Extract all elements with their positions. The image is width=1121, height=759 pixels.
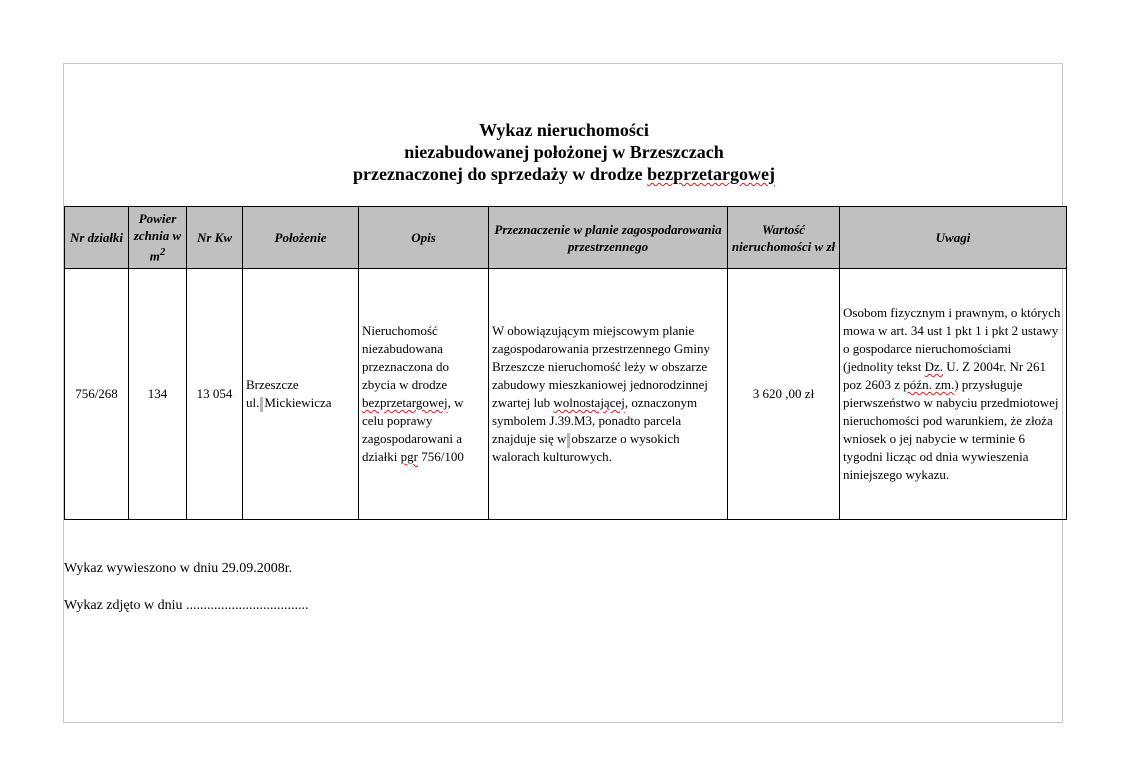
uwagi-text-a: Osobom fizycznym i prawnym, o których mowa w art. 34 ust 1 pkt 1 i pkt 2 ustawy o gospodarce nieruchomościami (jednolity tekst [843, 305, 1061, 374]
przezn-text-b: , oznaczonym symbolem J.39.M3, ponadto parcela znajduje się w [492, 395, 698, 446]
header-przeznaczenie: Przeznaczenie w planie zagospodarowania przestrzennego [489, 207, 728, 269]
header-wartosc: Wartość nieruchomości w zł [728, 207, 840, 269]
opis-text-b: , w celu poprawy zagospodarowani a działki [362, 395, 464, 464]
cell-nr-kw: 13 054 [187, 269, 243, 520]
spellcheck-word: pgr [400, 449, 418, 464]
przezn-text-c: obszarze o wysokich walorach kulturowych. [492, 431, 680, 464]
uwagi-text-c: ) przysługuje pierwszeństwo w nabyciu przedmiotowej nieruchomości pod warunkiem, że złoża wniosek o jej nabycie w terminie 6 tygodni licząc od dnia wywieszenia niniejszego wykazu. [843, 377, 1059, 482]
cell-uwagi [840, 269, 1067, 520]
cell-opis [359, 269, 489, 520]
table-header-row [65, 207, 1067, 269]
spellcheck-word: wolnostającej [553, 395, 625, 410]
opis-text-c: 756/100 [417, 449, 464, 464]
text-cursor-marker [567, 433, 570, 448]
cell-polozenie [243, 269, 359, 520]
header-powierzchnia [129, 207, 187, 269]
cell-powierzchnia: 134 [129, 269, 187, 520]
header-nr-dzialki: Nr działki [65, 207, 129, 269]
opis-text-a: Nieruchomość niezabudowana przeznaczona do zbycia w drodze [362, 323, 449, 392]
posted-date-line: Wykaz wywieszono w dniu 29.09.2008r. [64, 561, 293, 576]
table-row [65, 269, 1067, 520]
title-line-3-text: przeznaczonej do sprzedaży w drodze [352, 164, 648, 184]
cell-przeznaczenie [489, 269, 728, 520]
cell-wartosc: 3 620 ,00 zł [728, 269, 840, 520]
title-line-1: Wykaz nieruchomości [479, 120, 649, 140]
title-line-2: niezabudowanej położonej w Brzeszczach [404, 142, 724, 162]
title-line-3 [64, 163, 1064, 185]
header-opis: Opis [359, 207, 489, 269]
cell-nr-dzialki: 756/268 [65, 269, 129, 520]
document-page [63, 63, 1063, 723]
spellcheck-word: bezprzetargowej [362, 395, 448, 410]
przezn-text-a: W obowiązującym miejscowym planie zagospodarowania przestrzennego Gminy Brzeszcze nieruchomość leży w obszarze zabudowy mieszkaniowej jednorodzinnej zwartej lub [492, 323, 711, 410]
polozenie-prefix: ul. [246, 395, 260, 410]
document-title [64, 119, 1064, 185]
spellcheck-word: bezprzetargowej [647, 164, 776, 184]
removed-date-line: Wykaz zdjęto w dniu ................................... [64, 598, 309, 613]
header-polozenie: Położenie [243, 207, 359, 269]
property-table [64, 206, 1067, 520]
polozenie-street: Mickiewicza [264, 395, 332, 410]
header-uwagi: Uwagi [840, 207, 1067, 269]
header-powierzchnia-text: Powier zchnia w m [133, 211, 182, 264]
polozenie-town: Brzeszcze [246, 377, 299, 392]
header-powierzchnia-sup: 2 [159, 246, 166, 259]
text-cursor-marker [260, 397, 263, 412]
header-nr-kw: Nr Kw [187, 207, 243, 269]
uwagi-text-b: U. Z 2004r. Nr 261 poz 2603 z [843, 359, 1046, 392]
spellcheck-word: Dz. [924, 359, 944, 374]
spellcheck-word: późn. zm. [903, 377, 955, 392]
